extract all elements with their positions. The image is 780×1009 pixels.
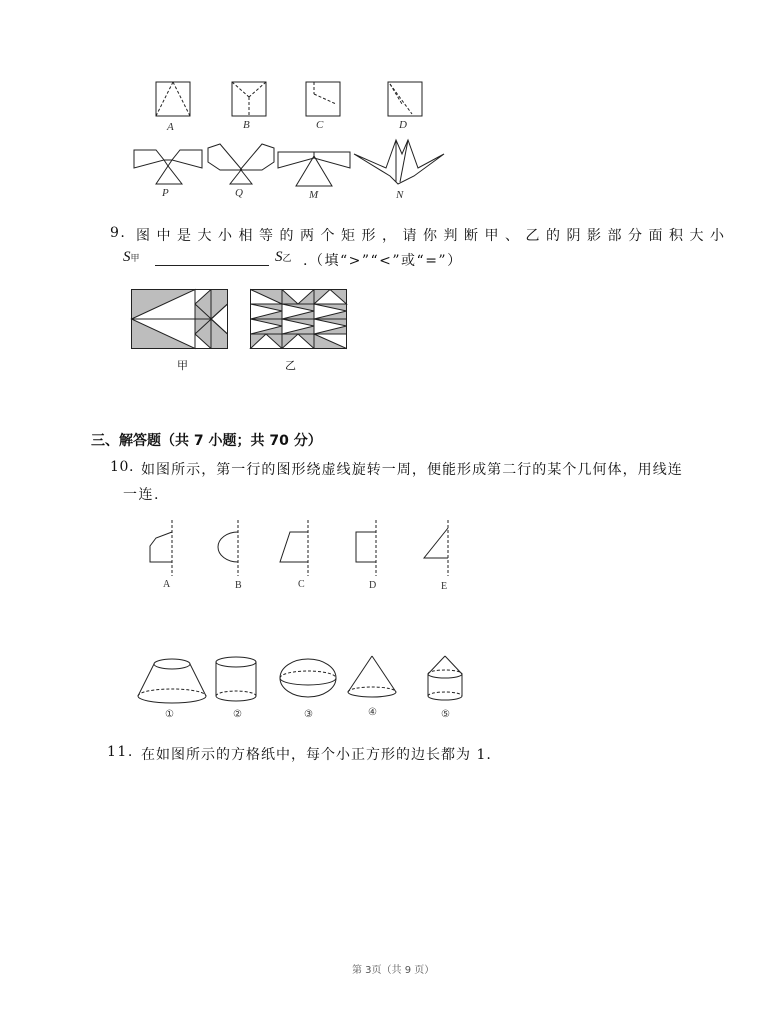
shape-c [280, 520, 308, 576]
folded-shapes-figure [128, 138, 458, 198]
square-a [156, 82, 190, 116]
shape-d [356, 520, 376, 576]
solid-cone [348, 656, 396, 697]
plane-shapes-figure [140, 518, 460, 580]
square-c [306, 82, 340, 116]
label-p: P [162, 187, 169, 199]
shape-n [354, 140, 444, 184]
label-solid-2: ② [233, 709, 242, 720]
s-jia-symbol: S甲 [123, 249, 140, 265]
label-n: N [396, 189, 404, 201]
shape-a [150, 520, 172, 576]
solid-frustum [138, 659, 206, 703]
q11-text: 在如图所示的方格纸中，每个小正方形的边长都为 1. [141, 747, 492, 763]
q10-number: 10. [110, 459, 135, 475]
label-m: M [309, 189, 319, 201]
page-footer: 第 3页（共 9 页） [352, 965, 435, 976]
rectangle-yi-figure [250, 289, 350, 351]
q10-line2: 一连. [123, 487, 160, 503]
shape-p [134, 150, 202, 184]
label-c: C [316, 119, 324, 131]
section-title: 三、解答题（共 7 小题；共 70 分） [91, 433, 322, 449]
rectangle-jia-figure [131, 289, 231, 351]
fold-squares-figure [150, 78, 440, 138]
label-jia: 甲 [177, 359, 188, 372]
label-q: Q [235, 187, 243, 199]
label-shape-d: D [369, 580, 377, 591]
label-solid-5: ⑤ [441, 709, 450, 720]
s-yi-symbol: S乙 [275, 249, 292, 265]
shape-m [278, 152, 350, 186]
shape-q [208, 144, 274, 184]
q9-number: 9. [110, 225, 127, 241]
label-b: B [243, 119, 250, 131]
solids-figure [134, 654, 474, 710]
shape-e [424, 520, 448, 576]
solid-cone-cylinder [428, 656, 462, 700]
label-yi: 乙 [285, 359, 296, 372]
q9-tail-text: .（填“>”“<”或“=”） [303, 253, 463, 269]
label-shape-e: E [441, 581, 448, 592]
q10-line1: 如图所示，第一行的图形绕虚线旋转一周，便能形成第二行的某个几何体，用线连 [141, 462, 683, 478]
label-shape-a: A [163, 579, 171, 590]
label-solid-4: ④ [368, 707, 377, 718]
solid-sphere [280, 659, 336, 697]
label-shape-b: B [235, 580, 242, 591]
square-d [388, 82, 422, 116]
square-b [232, 82, 266, 116]
answer-blank[interactable] [155, 265, 269, 266]
label-solid-3: ③ [304, 709, 313, 720]
shape-b [218, 520, 238, 576]
solid-cylinder [216, 657, 256, 701]
label-a: A [167, 121, 174, 133]
label-solid-1: ① [165, 709, 174, 720]
q9-question-text: 图中是大小相等的两个矩形，请你判断甲、乙的阴影部分面积大小 [136, 228, 731, 244]
q11-number: 11. [107, 744, 134, 760]
label-d: D [399, 119, 407, 131]
label-shape-c: C [298, 579, 305, 590]
